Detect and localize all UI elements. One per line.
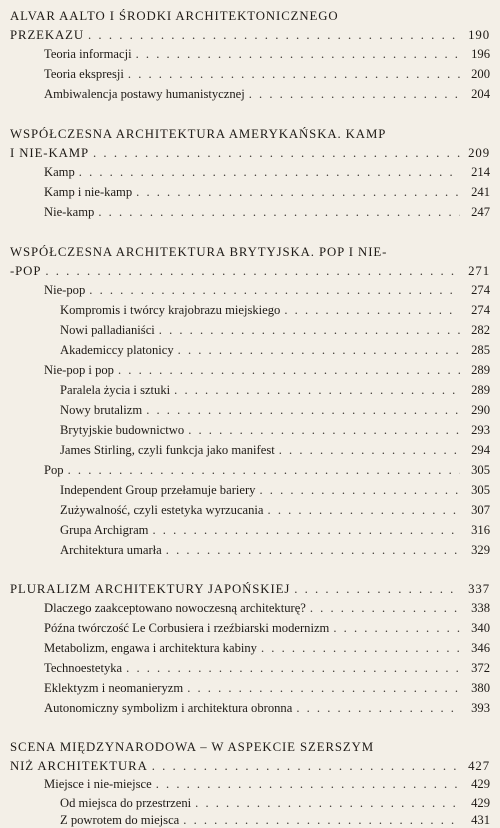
dot-leader bbox=[284, 303, 460, 318]
entry-title: Teoria informacji bbox=[44, 47, 132, 61]
dot-leader bbox=[152, 523, 460, 538]
dot-leader bbox=[261, 641, 460, 656]
entry-title: Ambiwalencja postawy humanistycznej bbox=[44, 87, 245, 101]
entry-title: Miejsce i nie-miejsce bbox=[44, 777, 152, 791]
dot-leader bbox=[279, 443, 460, 458]
entry-title: Teoria ekspresji bbox=[44, 67, 124, 81]
section-title-line bbox=[10, 127, 490, 142]
entry-title: Independent Group przełamuje bariery bbox=[60, 483, 256, 497]
dot-leader bbox=[166, 543, 460, 558]
page-number: 196 bbox=[471, 47, 490, 61]
dot-leader bbox=[268, 503, 460, 518]
entry-title: Autonomiczny symbolizm i architektura obronna bbox=[44, 701, 293, 715]
toc-entry bbox=[44, 701, 490, 716]
dot-leader bbox=[310, 601, 460, 616]
dot-leader bbox=[178, 343, 460, 358]
entry-title: Nowy brutalizm bbox=[60, 403, 143, 417]
toc-entry bbox=[60, 323, 490, 338]
toc-entry bbox=[44, 87, 490, 102]
toc-entry bbox=[60, 383, 490, 398]
page-number: 274 bbox=[471, 283, 490, 297]
page-number: 305 bbox=[471, 463, 490, 477]
dot-leader bbox=[79, 165, 460, 180]
dot-leader bbox=[249, 87, 460, 102]
section-title: SCENA MIĘDZYNARODOWA – W ASPEKCIE SZERSZYM bbox=[10, 740, 375, 754]
entry-title: Nie-pop bbox=[44, 283, 86, 297]
dot-leader bbox=[294, 582, 460, 597]
page-number: 289 bbox=[471, 363, 490, 377]
dot-leader bbox=[136, 47, 460, 62]
page-number: 393 bbox=[471, 701, 490, 715]
entry-title: Paralela życia i sztuki bbox=[60, 383, 171, 397]
toc-entry bbox=[44, 363, 490, 378]
entry-title: Kompromis i twórcy krajobrazu miejskiego bbox=[60, 303, 281, 317]
page-number: 209 bbox=[468, 146, 490, 160]
entry-title: Zużywalność, czyli estetyka wyrzucania bbox=[60, 503, 264, 517]
dot-leader bbox=[195, 796, 460, 811]
toc-entry bbox=[44, 661, 490, 676]
entry-title: Metabolizm, engawa i architektura kabiny bbox=[44, 641, 257, 655]
dot-leader bbox=[174, 383, 460, 398]
dot-leader bbox=[259, 483, 460, 498]
entry-title: Akademiccy platonicy bbox=[60, 343, 174, 357]
toc-entry bbox=[44, 621, 490, 636]
page-number: 429 bbox=[471, 796, 490, 810]
toc-entry bbox=[44, 641, 490, 656]
page-number: 380 bbox=[471, 681, 490, 695]
page-number: 214 bbox=[471, 165, 490, 179]
toc-entry bbox=[60, 503, 490, 518]
toc-entry bbox=[10, 582, 490, 597]
dot-leader bbox=[152, 759, 460, 774]
page-number: 305 bbox=[471, 483, 490, 497]
entry-title: James Stirling, czyli funkcja jako manifest bbox=[60, 443, 275, 457]
toc-entry bbox=[10, 146, 490, 161]
toc-entry bbox=[44, 777, 490, 792]
entry-title: Późna twórczość Le Corbusiera i rzeźbiarski modernizm bbox=[44, 621, 330, 635]
section-title: WSPÓŁCZESNA ARCHITEKTURA AMERYKAŃSKA. KAMP bbox=[10, 127, 387, 141]
dot-leader bbox=[89, 283, 460, 298]
entry-title: Kamp bbox=[44, 165, 75, 179]
page-number: 241 bbox=[471, 185, 490, 199]
section-title-cont: PRZEKAZU bbox=[10, 28, 85, 42]
entry-title: Dlaczego zaakceptowano nowoczesną architekturę? bbox=[44, 601, 306, 615]
toc-entry bbox=[44, 185, 490, 200]
toc-entry bbox=[60, 303, 490, 318]
entry-title: Nie-kamp bbox=[44, 205, 95, 219]
toc-entry bbox=[44, 601, 490, 616]
toc-entry bbox=[44, 681, 490, 696]
section-title-line bbox=[10, 740, 490, 755]
toc-entry bbox=[44, 165, 490, 180]
page-number: 190 bbox=[468, 28, 490, 42]
dot-leader bbox=[68, 463, 460, 478]
toc-entry bbox=[60, 483, 490, 498]
dot-leader bbox=[188, 423, 460, 438]
toc-entry bbox=[10, 28, 490, 43]
dot-leader bbox=[333, 621, 460, 636]
page-number: 294 bbox=[471, 443, 490, 457]
page-number: 285 bbox=[471, 343, 490, 357]
page-number: 337 bbox=[468, 582, 490, 596]
section-title-cont: -POP bbox=[10, 264, 42, 278]
page-number: 247 bbox=[471, 205, 490, 219]
dot-leader bbox=[126, 661, 460, 676]
section-title: PLURALIZM ARCHITEKTURY JAPOŃSKIEJ bbox=[10, 582, 291, 596]
dot-leader bbox=[156, 777, 460, 792]
page-number: 274 bbox=[471, 303, 490, 317]
page-number: 204 bbox=[471, 87, 490, 101]
page-number: 429 bbox=[471, 777, 490, 791]
section-title: WSPÓŁCZESNA ARCHITEKTURA BRYTYJSKA. POP I NIE- bbox=[10, 245, 388, 259]
toc-entry bbox=[60, 403, 490, 418]
dot-leader bbox=[118, 363, 460, 378]
entry-title: Eklektyzm i neomanieryzm bbox=[44, 681, 184, 695]
dot-leader bbox=[183, 813, 460, 828]
section-title: ALVAR AALTO I ŚRODKI ARCHITEKTONICZNEGO bbox=[10, 9, 339, 23]
dot-leader bbox=[93, 146, 460, 161]
entry-title: Technoestetyka bbox=[44, 661, 123, 675]
page-number: 282 bbox=[471, 323, 490, 337]
page-number: 346 bbox=[471, 641, 490, 655]
section-title-line bbox=[10, 245, 490, 260]
page-number: 290 bbox=[471, 403, 490, 417]
page-number: 372 bbox=[471, 661, 490, 675]
dot-leader bbox=[98, 205, 460, 220]
toc-entry bbox=[60, 423, 490, 438]
dot-leader bbox=[146, 403, 460, 418]
page-number: 340 bbox=[471, 621, 490, 635]
dot-leader bbox=[136, 185, 460, 200]
entry-title: Pop bbox=[44, 463, 64, 477]
toc-entry bbox=[44, 47, 490, 62]
toc-entry bbox=[60, 443, 490, 458]
dot-leader bbox=[187, 681, 460, 696]
dot-leader bbox=[159, 323, 460, 338]
entry-title: Architektura umarła bbox=[60, 543, 162, 557]
page-number: 427 bbox=[468, 759, 490, 773]
entry-title: Grupa Archigram bbox=[60, 523, 149, 537]
page-number: 293 bbox=[471, 423, 490, 437]
entry-title: Kamp i nie-kamp bbox=[44, 185, 133, 199]
page-number: 431 bbox=[471, 813, 490, 827]
section-title-line bbox=[10, 9, 490, 24]
entry-title: Nie-pop i pop bbox=[44, 363, 114, 377]
toc-entry bbox=[44, 205, 490, 220]
dot-leader bbox=[45, 264, 460, 279]
dot-leader bbox=[88, 28, 460, 43]
toc-entry bbox=[60, 523, 490, 538]
toc-entry bbox=[60, 343, 490, 358]
page-number: 271 bbox=[468, 264, 490, 278]
toc-entry bbox=[60, 543, 490, 558]
toc-entry bbox=[60, 813, 490, 828]
page-number: 307 bbox=[471, 503, 490, 517]
toc-entry bbox=[10, 264, 490, 279]
page-number: 316 bbox=[471, 523, 490, 537]
toc-entry bbox=[60, 796, 490, 811]
toc-entry bbox=[44, 67, 490, 82]
toc-entry bbox=[10, 759, 490, 774]
toc-entry bbox=[44, 283, 490, 298]
section-title-cont: I NIE-KAMP bbox=[10, 146, 90, 160]
dot-leader bbox=[128, 67, 460, 82]
page-number: 329 bbox=[471, 543, 490, 557]
entry-title: Od miejsca do przestrzeni bbox=[60, 796, 192, 810]
section-title-cont: NIŻ ARCHITEKTURA bbox=[10, 759, 148, 773]
entry-title: Z powrotem do miejsca bbox=[60, 813, 180, 827]
dot-leader bbox=[296, 701, 460, 716]
entry-title: Nowi palladianiści bbox=[60, 323, 155, 337]
page-number: 200 bbox=[471, 67, 490, 81]
toc-entry bbox=[44, 463, 490, 478]
page-number: 289 bbox=[471, 383, 490, 397]
page-number: 338 bbox=[471, 601, 490, 615]
entry-title: Brytyjskie budownictwo bbox=[60, 423, 185, 437]
